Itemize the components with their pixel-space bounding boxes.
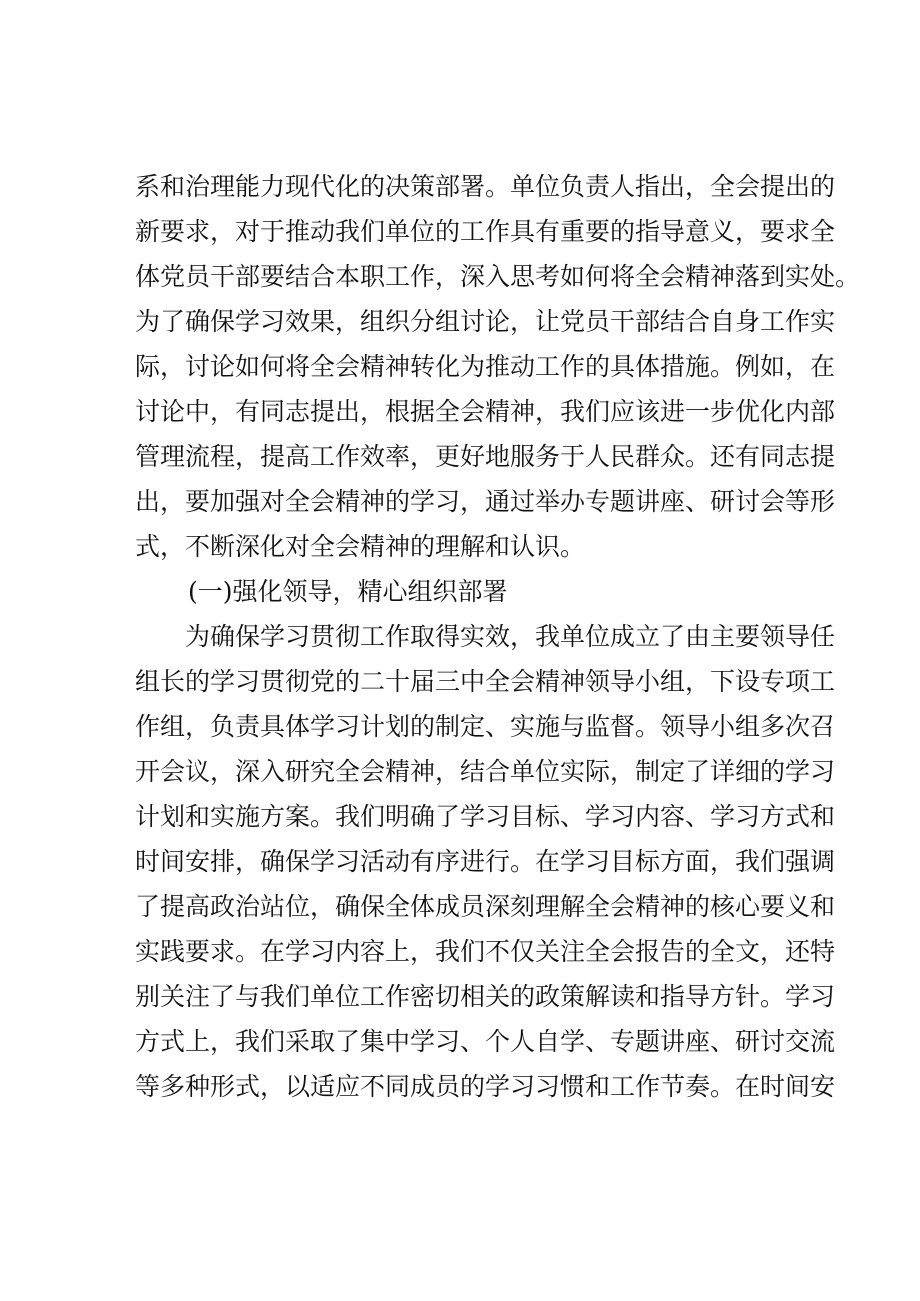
paragraph-line: 出，要加强对全会精神的学习，通过举办专题讲座、研讨会等形 [135, 487, 836, 516]
paragraph-line: 作组，负责具体学习计划的制定、实施与监督。领导小组多次召 [135, 712, 836, 741]
paragraph-line: 别关注了与我们单位工作密切相关的政策解读和指导方针。学习 [135, 982, 836, 1011]
paragraph-line: 了提高政治站位，确保全体成员深刻理解全会精神的核心要义和 [135, 892, 836, 921]
paragraph-line: 方式上，我们采取了集中学习、个人自学、专题讲座、研讨交流 [135, 1027, 836, 1056]
paragraph-line: 新要求，对于推动我们单位的工作具有重要的指导意义，要求全 [135, 217, 836, 246]
paragraph-line: 讨论中，有同志提出，根据全会精神，我们应该进一步优化内部 [135, 397, 836, 426]
paragraph-line: 时间安排，确保学习活动有序进行。在学习目标方面，我们强调 [135, 847, 836, 876]
paragraph-line: 为了确保学习效果，组织分组讨论，让党员干部结合自身工作实 [135, 307, 836, 336]
paragraph-line: 际，讨论如何将全会精神转化为推动工作的具体措施。例如，在 [135, 352, 836, 381]
paragraph-line: 管理流程，提高工作效率，更好地服务于人民群众。还有同志提 [135, 442, 836, 471]
paragraph-line: 组长的学习贯彻党的二十届三中全会精神领导小组，下设专项工 [135, 667, 836, 696]
paragraph-line: 为确保学习贯彻工作取得实效，我单位成立了由主要领导任 [185, 622, 836, 651]
paragraph-line: 计划和实施方案。我们明确了学习目标、学习内容、学习方式和 [135, 802, 836, 831]
paragraph-line: 实践要求。在学习内容上，我们不仅关注全会报告的全文，还特 [135, 937, 836, 966]
paragraph-line: 系和治理能力现代化的决策部署。单位负责人指出，全会提出的 [135, 172, 836, 201]
section-heading: (一)强化领导，精心组织部署 [188, 577, 508, 606]
paragraph-line: 体党员干部要结合本职工作，深入思考如何将全会精神落到实处。 [135, 262, 861, 291]
paragraph-line: 等多种形式，以适应不同成员的学习习惯和工作节奏。在时间安 [135, 1072, 836, 1101]
paragraph-line: 开会议，深入研究全会精神，结合单位实际，制定了详细的学习 [135, 757, 836, 786]
paragraph-line: 式，不断深化对全会精神的理解和认识。 [135, 532, 586, 561]
